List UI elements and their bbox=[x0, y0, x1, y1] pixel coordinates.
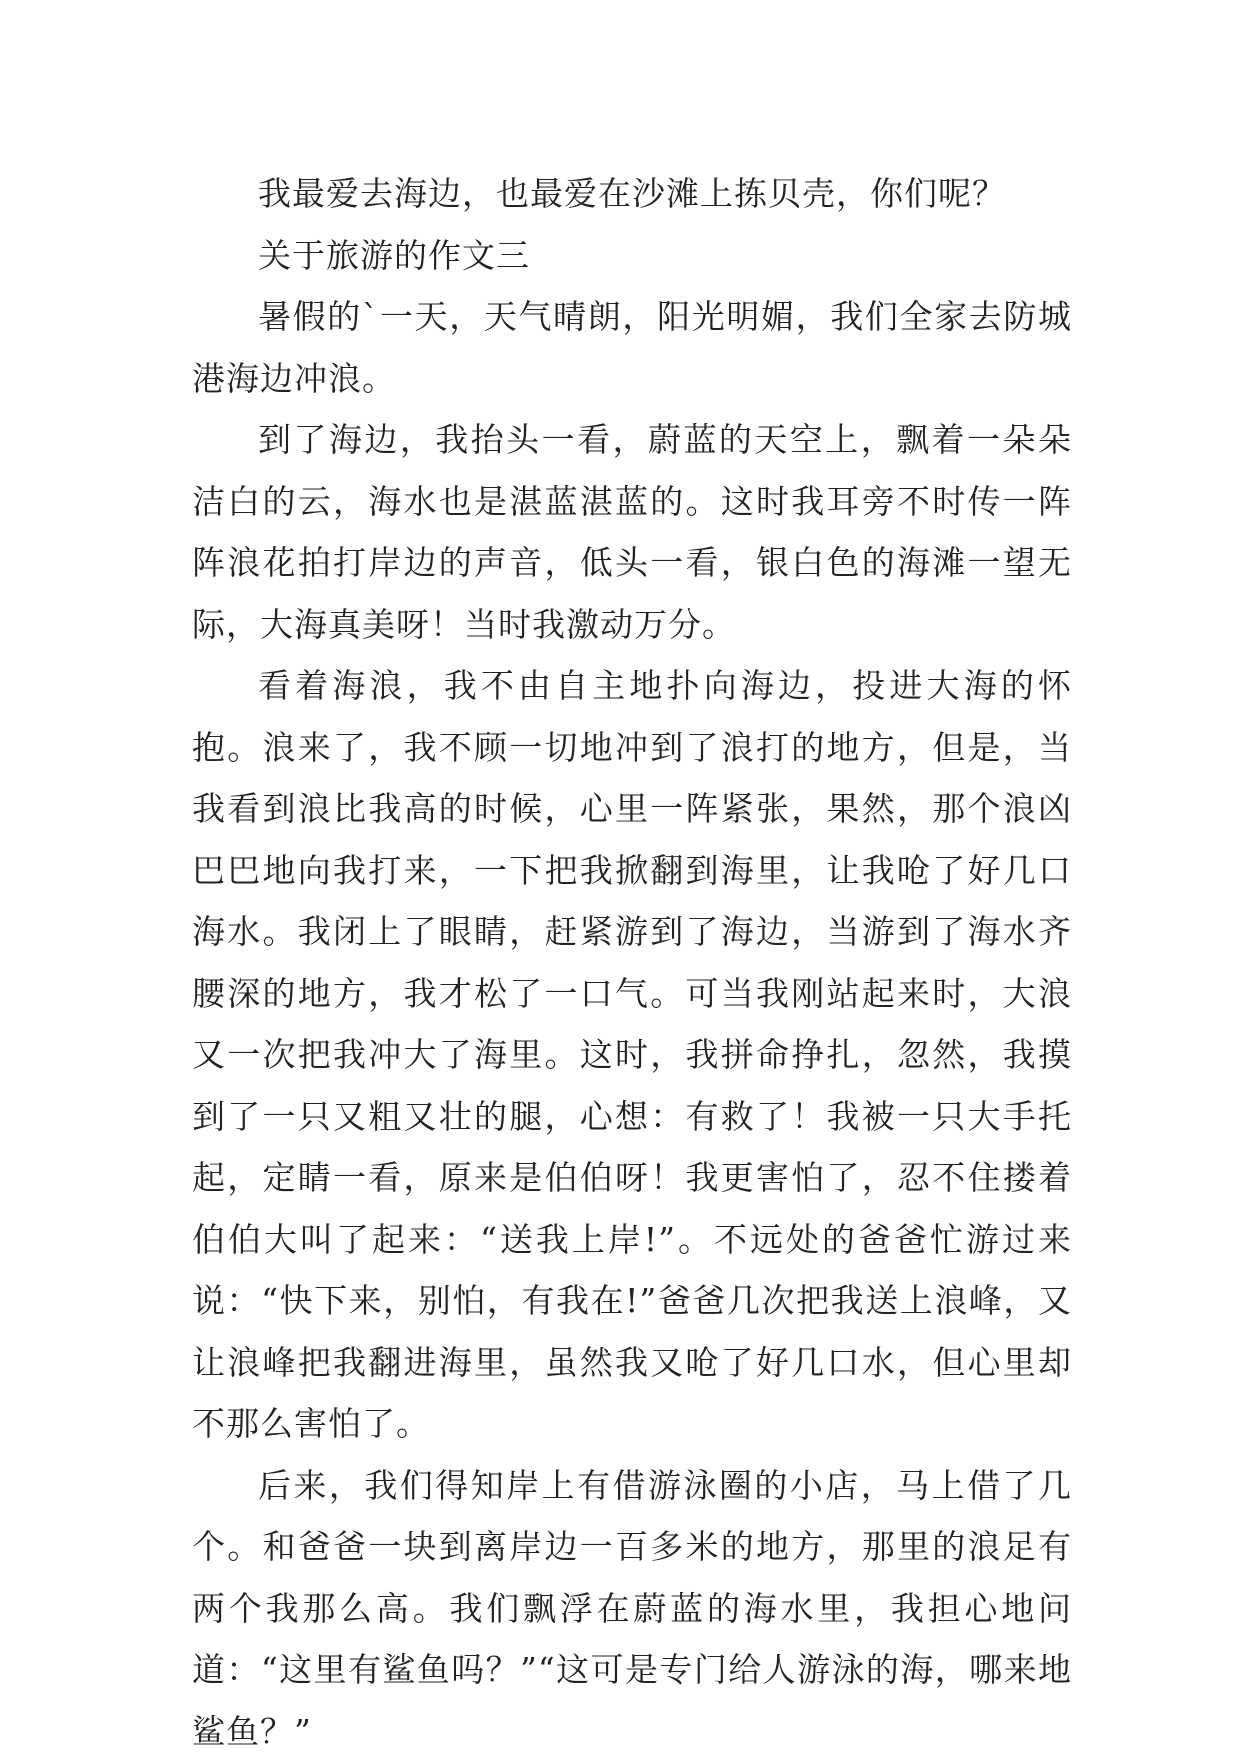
document-body bbox=[192, 163, 1072, 1762]
paragraph-intro: 我最爱去海边，也最爱在沙滩上拣贝壳，你们呢？ bbox=[192, 163, 1072, 225]
paragraph-waves: 看着海浪，我不由自主地扑向海边，投进大海的怀抱。浪来了，我不顾一切地冲到了浪打的地方，但是，当我看到浪比我高的时候，心里一阵紧张，果然，那个浪凶巴巴地向我打来，一下把我掀翻到海里，让我呛了好几口海水。我闭上了眼睛，赶紧游到了海边，当游到了海水齐腰深的地方，我才松了一口气。可当我刚站起来时，大浪又一次把我冲大了海里。这时，我拼命挣扎，忽然，我摸到了一只又粗又壮的腿，心想：有救了！我被一只大手托起，定睛一看，原来是伯伯呀！我更害怕了，忍不住搂着伯伯大叫了起来：“送我上岸!”。不远处的爸爸忙游过来说：“快下来，别怕，有我在!”爸爸几次把我送上浪峰，又让浪峰把我翻进海里，虽然我又呛了好几口水，但心里却不那么害怕了。 bbox=[192, 655, 1072, 1455]
paragraph-summer-day: 暑假的`一天，天气晴朗，阳光明媚，我们全家去防城港海边冲浪。 bbox=[192, 286, 1072, 409]
essay-heading: 关于旅游的作文三 bbox=[192, 225, 1072, 287]
paragraph-swim-ring: 后来，我们得知岸上有借游泳圈的小店，马上借了几个。和爸爸一块到离岸边一百多米的地方，那里的浪足有两个我那么高。我们飘浮在蔚蓝的海水里，我担心地问道：“这里有鲨鱼吗？”“这可是专门给人游泳的海，哪来地鲨鱼？” bbox=[192, 1455, 1072, 1762]
paragraph-arrival: 到了海边，我抬头一看，蔚蓝的天空上，飘着一朵朵洁白的云，海水也是湛蓝湛蓝的。这时我耳旁不时传一阵阵浪花拍打岸边的声音，低头一看，银白色的海滩一望无际，大海真美呀！当时我激动万分。 bbox=[192, 409, 1072, 655]
